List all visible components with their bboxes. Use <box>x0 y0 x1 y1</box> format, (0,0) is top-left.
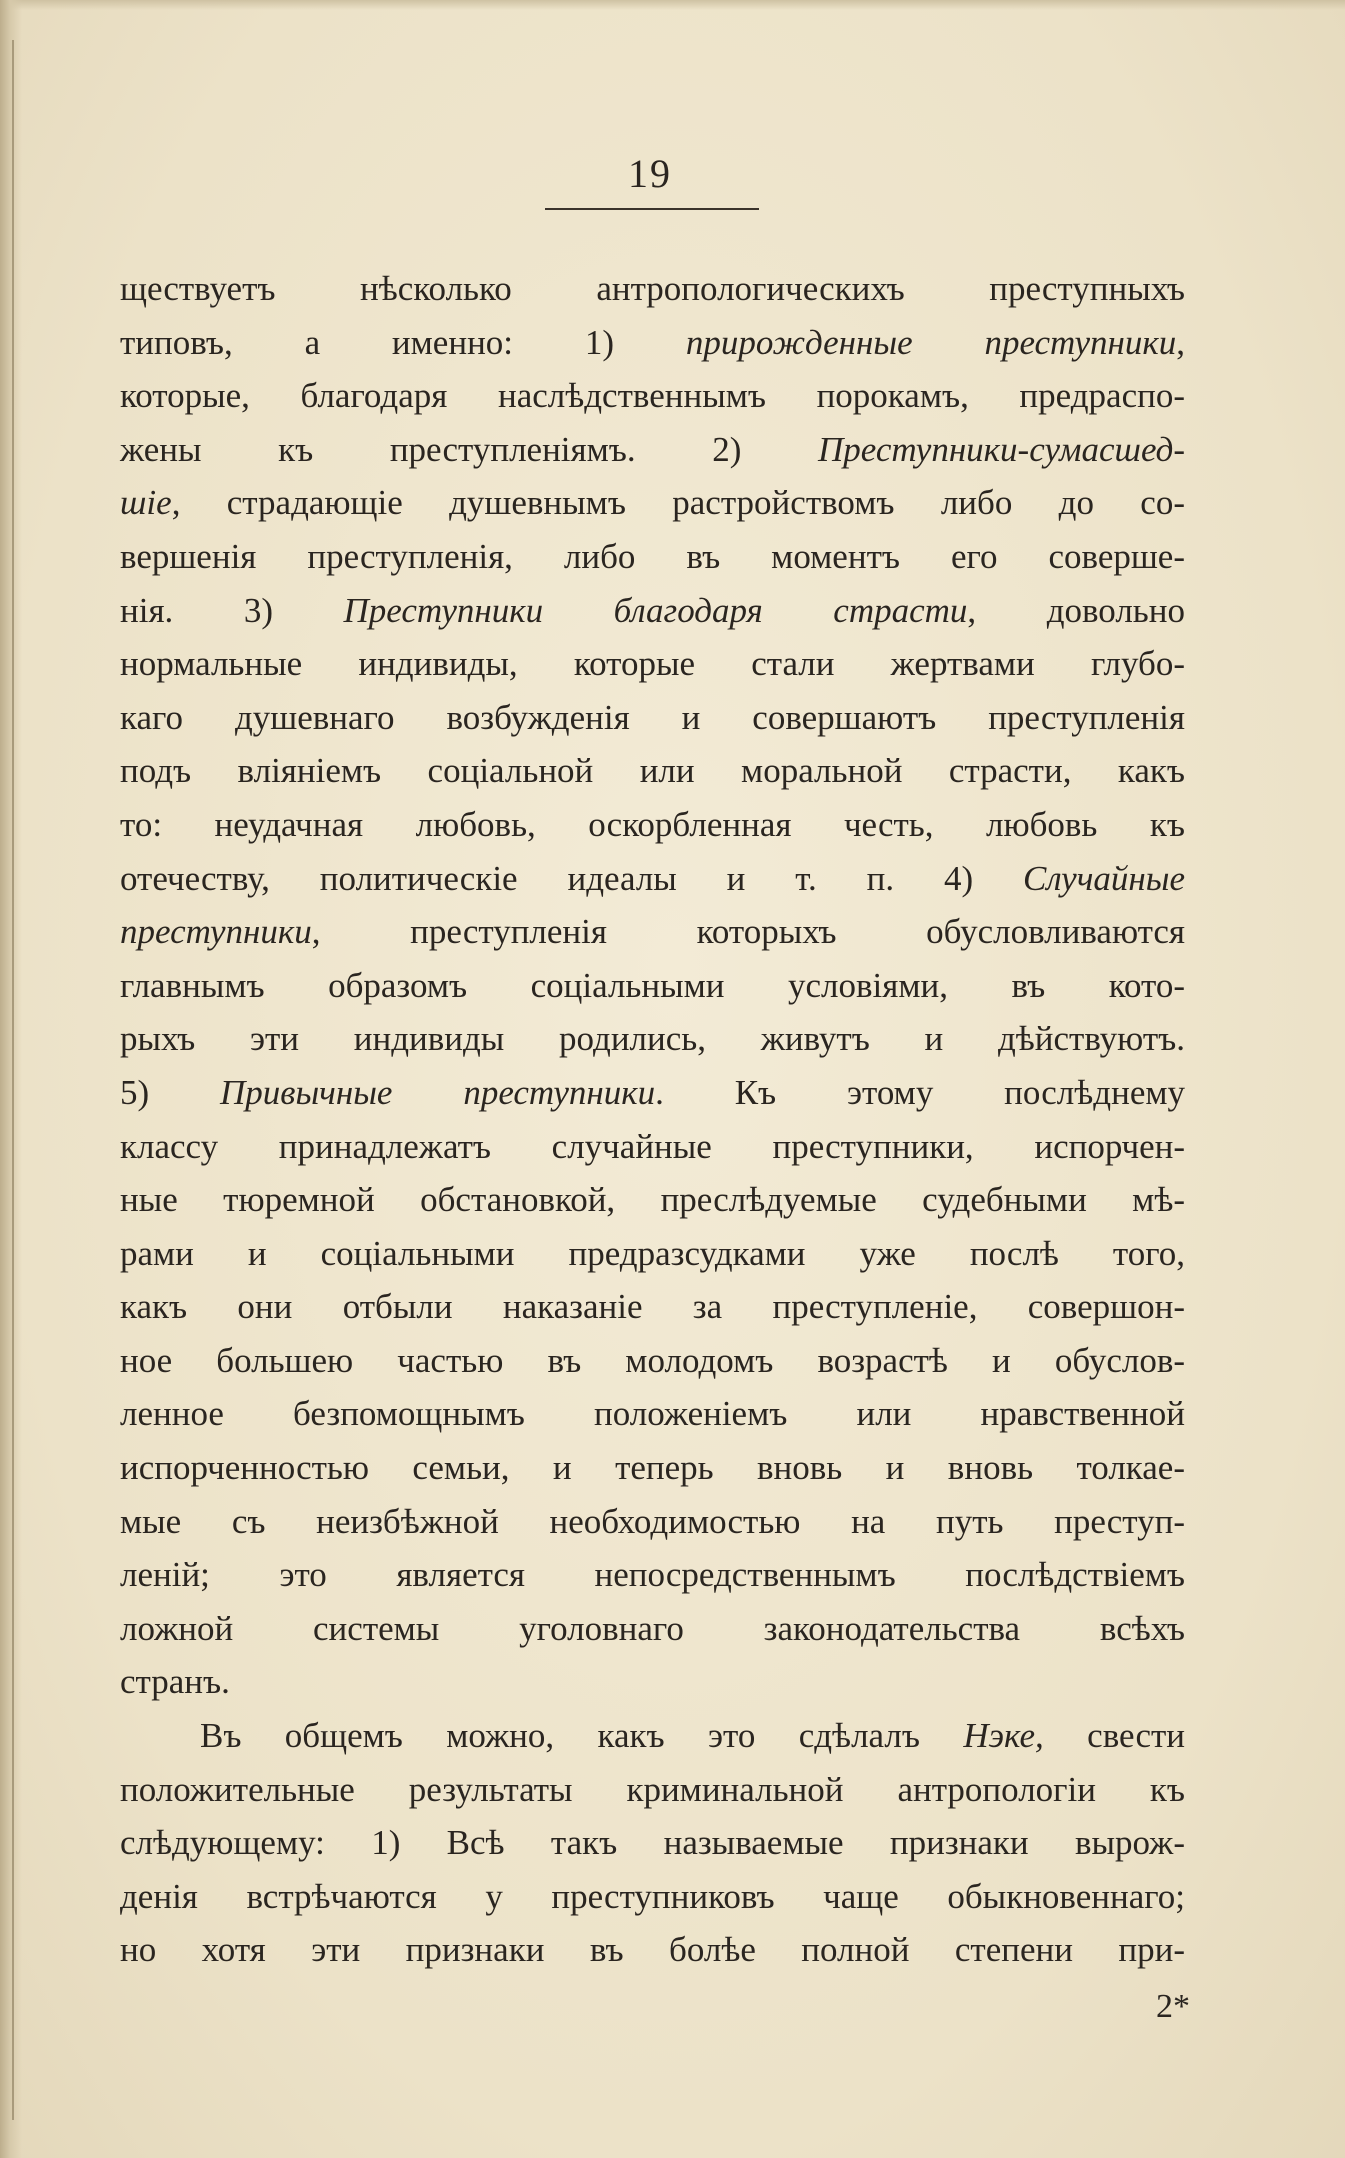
text-run: , преступленія которыхъ обусловливаются <box>311 912 1185 952</box>
text-run: главнымъ образомъ соціальными условіями, въ кото- <box>120 965 1185 1005</box>
text-line <box>120 852 1185 906</box>
text-line <box>120 1066 1185 1120</box>
signature-mark: 2* <box>1156 1988 1190 2025</box>
text-run: странъ. <box>120 1662 230 1702</box>
text-run: , довольно <box>967 590 1185 630</box>
text-run: рыхъ эти индивиды родились, живутъ и дѣйствуютъ. <box>120 1019 1185 1059</box>
text-run: рами и соціальными предразсудками уже послѣ того, <box>120 1233 1185 1273</box>
text-line <box>120 369 1185 423</box>
italic-term: Нэке, <box>963 1716 1044 1756</box>
text-run: денія встрѣчаются у преступниковъ чаще обыкновеннаго; <box>120 1876 1185 1916</box>
text-run: ложной системы уголовнаго законодательства всѣхъ <box>120 1608 1185 1648</box>
text-line <box>120 905 1185 959</box>
text-run: леній; это является непосредственнымъ послѣдствіемъ <box>120 1555 1185 1595</box>
text-run: отечеству, политическіе идеалы и т. п. 4) <box>120 858 1024 898</box>
text-line <box>120 316 1185 370</box>
text-run: , страдающіе душевнымъ растройствомъ либо до со- <box>171 483 1185 523</box>
text-run: ные тюремной обстановкой, преслѣдуемые судебными мѣ- <box>120 1180 1185 1220</box>
text-line <box>120 1763 1185 1817</box>
body-text <box>120 262 1185 1977</box>
italic-term: Случайные <box>1023 858 1185 898</box>
text-line <box>120 798 1185 852</box>
text-run: 5) <box>120 1072 220 1112</box>
text-line <box>120 476 1185 530</box>
text-line <box>120 1120 1185 1174</box>
text-run: , <box>1176 322 1185 362</box>
text-line <box>120 744 1185 798</box>
text-line <box>120 1173 1185 1227</box>
text-run: каго душевнаго возбужденія и совершаютъ преступленія <box>120 697 1185 737</box>
text-line <box>120 637 1185 691</box>
text-line <box>120 1709 1185 1763</box>
text-run: вершенія преступленія, либо въ моментъ его соверше- <box>120 536 1185 576</box>
text-line <box>120 584 1185 638</box>
italic-term: шіе <box>120 483 172 523</box>
text-run: но хотя эти признаки въ болѣе полной степени при- <box>120 1930 1185 1970</box>
text-run: ществуетъ нѣсколько антропологическихъ преступныхъ <box>120 269 1185 308</box>
italic-term: преступники <box>120 912 312 952</box>
text-line <box>120 423 1185 477</box>
text-line <box>120 691 1185 745</box>
text-line <box>120 1334 1185 1388</box>
text-line <box>120 1923 1185 1977</box>
text-line <box>120 1548 1185 1602</box>
text-run: свести <box>1043 1716 1186 1756</box>
text-run: ленное безпомощнымъ положеніемъ или нравственной <box>120 1394 1185 1434</box>
text-run: положительные результаты криминальной антропологіи къ <box>120 1769 1185 1809</box>
text-line <box>120 1280 1185 1334</box>
text-line <box>120 262 1185 316</box>
text-line <box>120 1602 1185 1656</box>
text-line <box>120 1495 1185 1549</box>
text-line <box>120 959 1185 1013</box>
text-run: которые, благодаря наслѣдственнымъ порокамъ, предраспо- <box>120 376 1185 416</box>
text-run: . Къ этому послѣднему <box>655 1072 1185 1112</box>
text-run: ное большею частью въ молодомъ возрастѣ и обуслов- <box>120 1340 1185 1380</box>
binding-fold-line <box>12 40 14 2120</box>
text-line <box>120 1441 1185 1495</box>
text-line <box>120 1387 1185 1441</box>
italic-term: Преступники благодаря страсти <box>343 590 968 630</box>
page-top-edge <box>0 0 1345 10</box>
text-run: нормальные индивиды, которые стали жертвами глубо- <box>120 644 1185 684</box>
text-line <box>120 530 1185 584</box>
text-line <box>120 1655 1185 1709</box>
text-run: классу принадлежатъ случайные преступники, испорчен- <box>120 1126 1185 1166</box>
text-line <box>120 1012 1185 1066</box>
text-run: то: неудачная любовь, оскорбленная честь, любовь къ <box>120 804 1185 844</box>
text-run: Въ общемъ можно, какъ это сдѣлалъ <box>200 1716 964 1756</box>
text-run: какъ они отбыли наказаніе за преступленіе, совершон- <box>120 1287 1185 1327</box>
text-run: слѣдующему: 1) Всѣ такъ называемые признаки вырож- <box>120 1823 1185 1863</box>
text-run: типовъ, а именно: 1) <box>120 322 686 362</box>
text-line <box>120 1816 1185 1870</box>
header-rule <box>545 208 759 210</box>
text-run: жены къ преступленіямъ. 2) <box>120 429 818 469</box>
italic-term: прирожденные преступники <box>685 322 1177 362</box>
text-line <box>120 1227 1185 1281</box>
text-run: мые съ неизбѣжной необходимостью на путь преступ- <box>120 1501 1185 1541</box>
text-line <box>120 1870 1185 1924</box>
italic-term: Привычные преступники <box>220 1072 656 1112</box>
text-run: испорченностью семьи, и теперь вновь и вновь толкае- <box>120 1448 1185 1488</box>
page-binding-gutter <box>0 0 22 2158</box>
page-number: 19 <box>628 151 672 196</box>
text-run: нія. 3) <box>120 590 344 630</box>
text-run: подъ вліяніемъ соціальной или моральной страсти, какъ <box>120 751 1185 791</box>
italic-term: Преступники-сумасшед- <box>818 429 1185 469</box>
